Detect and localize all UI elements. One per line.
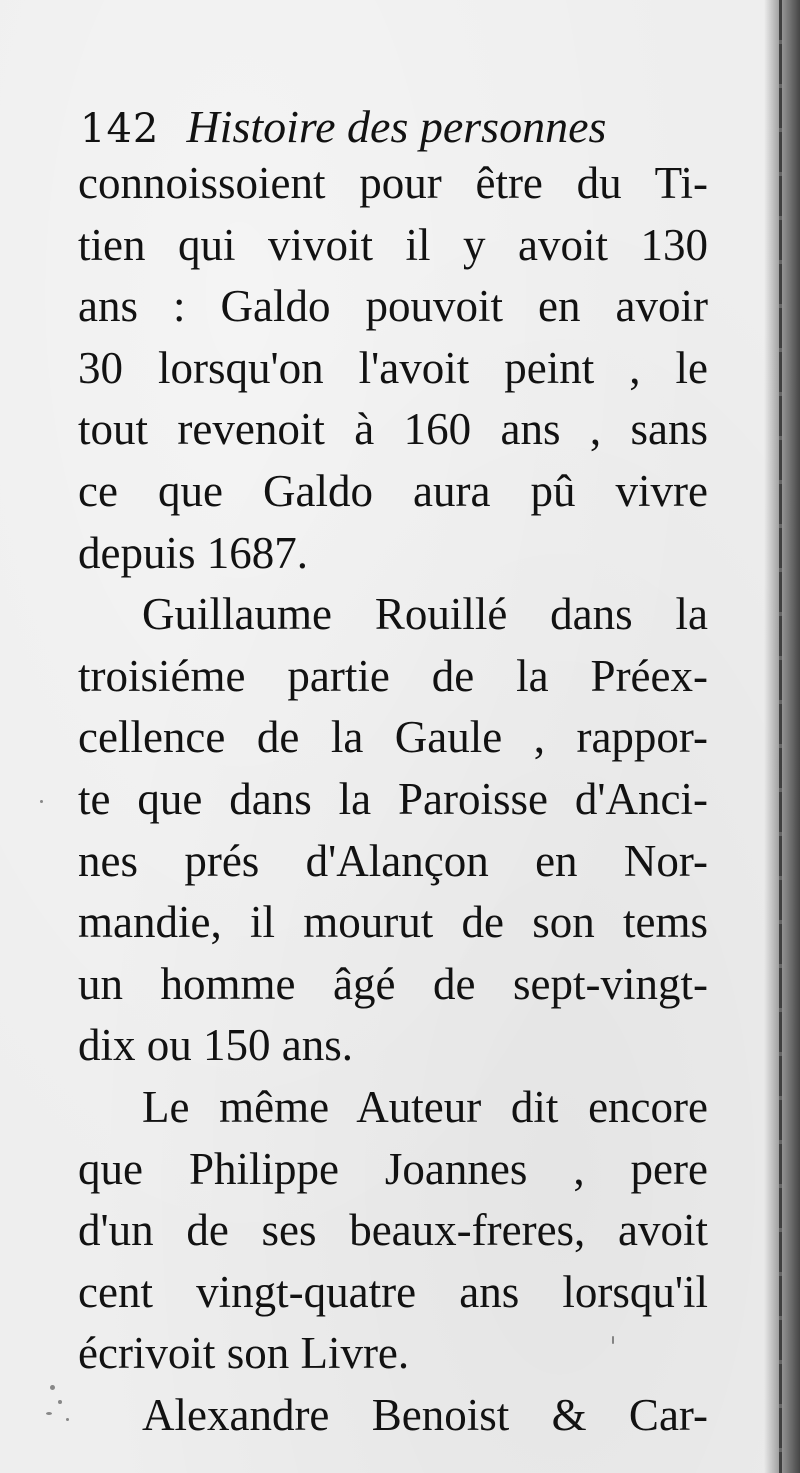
text-line: tout revenoit à 160 ans , sans [78,404,708,455]
scan-speck [46,1412,52,1415]
binding-edge [779,0,782,1473]
scan-speck [40,800,43,803]
scan-speck [66,1418,69,1421]
catchword-line: Alexandre Benoist & Car- [142,1389,708,1440]
text-line: depuis 1687. [78,527,308,578]
text-line: écrivoit son Livre. [78,1328,410,1379]
scan-speck [50,1385,55,1390]
paragraph-first-line: Guillaume Rouillé dans la [142,589,708,640]
text-line: connoissoient pour être du Ti- [78,158,708,208]
text-line: mandie, il mourut de son tems [78,897,708,948]
text-line: dix ou 150 ans. [78,1020,353,1071]
text-line: 30 lorsqu'on l'avoit peint , le [78,342,708,393]
page-gutter-shadow [764,0,800,1473]
text-line: nes prés d'Alançon en Nor- [78,835,708,886]
text-line: ans : Galdo pouvoit en avoir [78,281,708,332]
text-line: tien qui vivoit il y avoit 130 [78,219,708,270]
scan-speck [58,1400,62,1404]
text-line: que Philippe Joannes , pere [78,1143,708,1194]
text-line: un homme âgé de sept-vingt- [78,958,708,1009]
running-title: Histoire des personnes [186,101,607,152]
body-text [78,153,708,1446]
paragraph-first-line: Le même Auteur dit encore [142,1081,708,1132]
text-line: ce que Galdo aura pû vivre [78,465,708,516]
text-line: troisiéme partie de la Préex- [78,650,708,701]
text-line: cellence de la Gaule , rappor- [78,712,708,763]
page-number: 142 [80,106,160,152]
text-line: d'un de ses beaux-freres, avoit [78,1205,708,1256]
text-line: te que dans la Paroisse d'Anci- [78,773,708,824]
text-line: cent vingt-quatre ans lorsqu'il [78,1266,708,1317]
